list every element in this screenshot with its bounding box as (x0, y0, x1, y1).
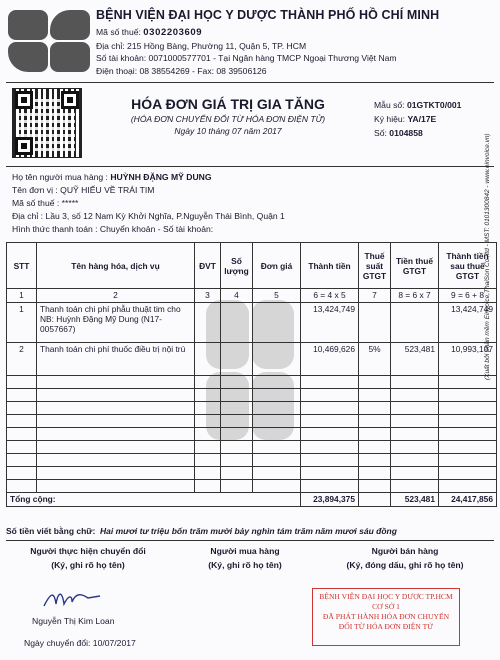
buyer-address: Địa chỉ : Lầu 3, số 12 Nam Kỳ Khởi Nghĩa, P.Nguyễn Thái Bình, Quận 1 (12, 211, 285, 221)
qr-code (12, 88, 82, 158)
invoice-number-row (374, 128, 423, 138)
empty-row (7, 376, 497, 389)
empty-row (7, 441, 497, 454)
hospital-logo (8, 10, 90, 72)
seller-signature-block (330, 546, 480, 570)
buyer-signature-block (180, 546, 310, 570)
header-divider (6, 82, 494, 83)
table-header-row (7, 243, 497, 289)
tax-code: 0302203609 (143, 27, 203, 38)
amount-in-words (6, 526, 496, 536)
invoice-symbol: YA/17E (407, 114, 437, 124)
row-qty (221, 303, 253, 343)
table-row (7, 343, 497, 376)
row-unit (195, 303, 221, 343)
buyer-name: HUỲNH ĐẶNG MỸ DUNG (110, 172, 212, 182)
col-header: Tên hàng hóa, dịch vụ (37, 243, 195, 289)
row-tax-rate (359, 303, 391, 343)
empty-row (7, 389, 497, 402)
invoice-title: HÓA ĐƠN GIÁ TRỊ GIA TĂNG (131, 96, 325, 112)
buyer-tax: Mã số thuế : ***** (12, 198, 79, 208)
row-item-name: Thanh toán chi phí phẫu thuật tim cho NB: Huỳnh Đặng Mỹ Dung (N17-0057667) (37, 303, 195, 343)
total-amount: 23,894,375 (301, 493, 359, 507)
stamp-line: ĐỔI TỪ HÓA ĐƠN ĐIỆN TỬ (338, 622, 434, 631)
col-header: Tiền thuế GTGT (391, 243, 439, 289)
numbering-cell: 1 (7, 289, 37, 303)
red-stamp (312, 588, 460, 646)
row-stt: 1 (7, 303, 37, 343)
row-tax: 523,481 (391, 343, 439, 376)
buyer-name-row (12, 172, 212, 182)
total-after-tax: 24,417,856 (439, 493, 497, 507)
buyer-unit: Tên đơn vị : QUỸ HIẾU VỀ TRÁI TIM (12, 185, 155, 195)
words-divider (6, 540, 494, 541)
payment-method: Hình thức thanh toán : Chuyển khoản - Số tài khoản: (12, 224, 214, 234)
converter-name: Nguyễn Thị Kim Loan (32, 616, 115, 626)
numbering-cell: 6 = 4 x 5 (301, 289, 359, 303)
empty-row (7, 415, 497, 428)
invoice-number: 0104858 (389, 128, 423, 138)
hospital-address: Địa chỉ: 215 Hồng Bàng, Phường 11, Quận 5, TP. HCM (96, 41, 307, 51)
tax-code-label: Mã số thuế: (96, 27, 141, 37)
symbol-row (374, 114, 436, 124)
form-number-label: Mẫu số: (374, 100, 405, 110)
hospital-name: BỆNH VIỆN ĐẠI HỌC Y DƯỢC THÀNH PHỐ HỒ CHÍ MINH (96, 8, 440, 22)
converter-title: Người thực hiện chuyển đổi (30, 546, 146, 556)
tax-code-row (96, 27, 202, 38)
stamp-line: ĐÃ PHÁT HÀNH HÓA ĐƠN CHUYỂN (322, 612, 450, 621)
seller-sign-hint: (Ký, đóng dấu, ghi rõ họ tên) (346, 560, 464, 570)
row-stt: 2 (7, 343, 37, 376)
invoice-number-label: Số: (374, 128, 387, 138)
col-header: Đơn giá (253, 243, 301, 289)
col-header: Thành tiền sau thuế GTGT (439, 243, 497, 289)
empty-row (7, 467, 497, 480)
row-total: 13,424,749 (439, 303, 497, 343)
row-amount: 13,424,749 (301, 303, 359, 343)
numbering-cell: 3 (195, 289, 221, 303)
buyer-sign-title: Người mua hàng (210, 546, 280, 556)
converter-signature-block (18, 546, 158, 570)
total-label: Tổng cộng: (7, 493, 301, 507)
row-total: 10,993,107 (439, 343, 497, 376)
empty-row (7, 402, 497, 415)
col-header: Thành tiền (301, 243, 359, 289)
software-side-note: (Xuất bởi phần mềm Einvoice,ThaiSon Co.,ltd - MST: 0101300842 - www.einvoice.vn) (484, 133, 491, 380)
numbering-cell: 5 (253, 289, 301, 303)
numbering-cell: 7 (359, 289, 391, 303)
hospital-account: Số tài khoản: 0071000577701 - Tại Ngân hàng TMCP Ngoại Thương Việt Nam (96, 53, 397, 63)
symbol-label: Ký hiệu: (374, 114, 406, 124)
col-header: ĐVT (195, 243, 221, 289)
empty-row (7, 480, 497, 493)
empty-row (7, 454, 497, 467)
numbering-cell: 8 = 6 x 7 (391, 289, 439, 303)
total-tax: 523,481 (391, 493, 439, 507)
form-number-row (374, 100, 461, 110)
amount-in-words-label: Số tiền viết bằng chữ: (6, 526, 96, 536)
numbering-cell: 4 (221, 289, 253, 303)
row-tax-rate: 5% (359, 343, 391, 376)
invoice-table (6, 242, 497, 507)
row-amount: 10,469,626 (301, 343, 359, 376)
numbering-cell: 2 (37, 289, 195, 303)
invoice-date: Ngày 10 tháng 07 năm 2017 (174, 126, 282, 136)
form-number: 01GTKT0/001 (406, 100, 462, 110)
buyer-name-label: Họ tên người mua hàng : (12, 172, 108, 182)
row-price (253, 343, 301, 376)
row-unit (195, 343, 221, 376)
row-qty (221, 343, 253, 376)
col-header: Thuế suất GTGT (359, 243, 391, 289)
buyer-sign-hint: (Ký, ghi rõ họ tên) (208, 560, 282, 570)
seller-sign-title: Người bán hàng (371, 546, 439, 556)
stamp-line: CƠ SỞ 1 (372, 602, 400, 611)
stamp-line: BỆNH VIỆN ĐẠI HỌC Y DƯỢC TP.HCM (319, 592, 453, 601)
col-header: STT (7, 243, 37, 289)
handwritten-signature (42, 584, 102, 612)
buyer-divider (6, 166, 494, 167)
table-row (7, 303, 497, 343)
converter-hint: (Ký, ghi rõ họ tên) (51, 560, 125, 570)
empty-row (7, 428, 497, 441)
row-price (253, 303, 301, 343)
row-item-name: Thanh toán chi phí thuốc điều trị nội trú (37, 343, 195, 376)
row-tax (391, 303, 439, 343)
total-row (7, 493, 497, 507)
amount-in-words-value: Hai mươi tư triệu bốn trăm mười bảy nghìn tám trăm năm mươi sáu đồng (100, 526, 397, 536)
convert-date: Ngày chuyển đổi: 10/07/2017 (24, 638, 136, 648)
invoice-subtitle: (HÓA ĐƠN CHUYỂN ĐỔI TỪ HÓA ĐƠN ĐIỆN TỬ) (130, 114, 326, 124)
numbering-cell: 9 = 6 + 8 (439, 289, 497, 303)
hospital-phone: Điện thoại: 08 38554269 - Fax: 08 39506126 (96, 66, 267, 76)
col-header: Số lượng (221, 243, 253, 289)
numbering-row (7, 289, 497, 303)
